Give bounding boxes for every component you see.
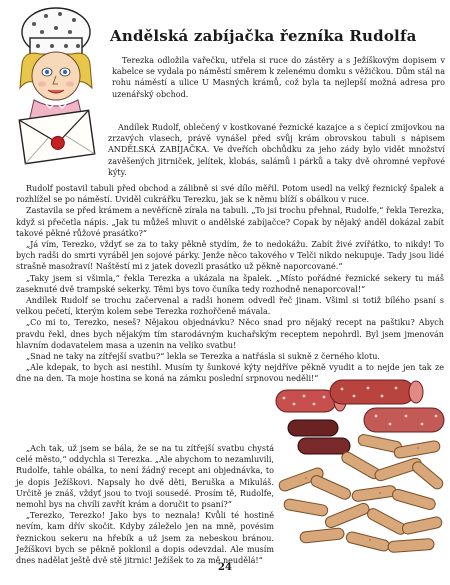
body-paragraph: „Snad ne taky na zítřejší svatbu?“ lekla se Terezka a natřásla si sukně z černého klotu. bbox=[26, 352, 380, 362]
body-paragraph: Zastavila se před krámem a nevěřícně zírala na tabuli. „To jsi trochu přehnal, Rudolfe,“ řekla Terezka, když si přečetla nápis. „Jak tu můžeš mluvit o andělské zabíjačce? Copak by nějaký anděl dokázal zabít takové pěkné růžové prasátko?“ bbox=[16, 206, 444, 238]
body-paragraph: „Ale kdepak, to bych asi nestihl. Musím ty šunkové kýty nejdříve pěkně vyudit a to nejde jen tak ze dne na den. Ta moje hostina se koná na zámku poslední srpnovou neděli!“ bbox=[16, 363, 444, 384]
body-paragraph: Andílek Rudolf se trochu začervenal a radši honem odvedl řeč jinam. Všiml si totiž bílého psaní s velkou pečetí, kterým kolem sebe Terezka rozhořčeně mávala. bbox=[16, 296, 444, 317]
lower-paragraph: „Ach tak, už jsem se bála, že se na tu zítřejší svatbu chystá celé město,“ oddychla si Terezka. „Ale abychom to nezamluvili, Rudolfe, tahle obálka, to není žádný recept ani objednávka, to je dopis Ježíškovi. Napsaly ho dvě děti, Beruška a Mikuláš. Určitě je znáš, vždyť jsou to tvoji sousedé. Prosím tě, Rudolfe, nemohl bys na chvíli zavřít krám a doručit to psaní?“ bbox=[16, 444, 274, 510]
lower-text bbox=[16, 443, 274, 566]
sausages-illustration bbox=[270, 378, 450, 556]
body-paragraph: Rudolf postavil tabuli před obchod a zálibně si své dílo měřil. Potom usedl na velký řeznický špalek a rozhlížel se po náměstí. Uviděl cukrářku Terezku, jak se k němu blíží s obálkou v ruce. bbox=[16, 184, 444, 205]
body-text bbox=[16, 183, 444, 385]
body-paragraph: „Já vím, Terezko, vždyť se za to taky pěkně stydím, že to nedokážu. Zabít živé zvířátko, to nikdy! To bych radši do smrti vyráběl jen sojové párky. Jenže něco takového v Telči nikdo nekupuje. Tady jsou lidé strašně masožraví! Naštěstí mi z jatek dovezli prasátko už pěkně naporcované.“ bbox=[16, 240, 444, 272]
envelope-illustration bbox=[14, 105, 100, 169]
body-paragraph: „Co mi to, Terezko, neseš? Nějakou objednávku? Něco snad pro nějaký recept na paštiku? Abych pravdu řekl, dnes bych nějakým tím starodávným kuchařským receptem nepohrdl. Byl jsem jmenován hlavním dodavatelem masa a uzenin na veliko svatbu! bbox=[16, 318, 444, 350]
intro-paragraph-block-2 bbox=[108, 122, 445, 178]
intro-paragraph-block bbox=[112, 55, 445, 100]
body-paragraph: „Taky jsem si všimla,“ řekla Terezka a ukázala na špalek. „Místo pořádné řeznické sekery tu máš zaseknuté dvě trampské sekerky. Těmi bys tovo čuníka tedy rozhodně nenaporcoval!“ bbox=[16, 273, 444, 294]
page-number: 24 bbox=[218, 562, 232, 573]
intro-paragraph-2: Andílek Rudolf, oblečený v kostkované řeznické kazajce a s čepicí zmijovkou na zrzavých vlasech, právě vynášel před svůj krám obrovskou tabuli s nápisem ANDĚLSKÁ ZABÍJAČKA. Ve dveřích obchůdku za jeho zády bylo vidět množství zavěšených jitrniček, jelítek, klobás, salámů i párků a taky dvě ohromné vepřové kýty. bbox=[108, 123, 445, 177]
intro-paragraph: Terezka odložila vařečku, utřela si ruce do zástěry a s Ježíškovým dopisem v kabelce se vydala po náměstí směrem k zelenému domku s věžičkou. Dům stál na rohu náměstí a ulice U Masných krámů, což byla ta nejlepší možná adresa pro uzenářský obchod. bbox=[112, 56, 445, 99]
lower-paragraph: „Terezko, Terezko! Jako bys to neznala! Kvůli té hostině nevím, kam dřív skočit. Kdyby záleželo jen na mně, povésim řeznickou sekeru na hřebík a už jsem za nebeskou bránou. Ježíškovi bych se pěkně poklonil a dopis odevzdal. Ale musím dnes nadělat ještě dvě stě jitrnic! Ježíšek to za mě neudělá!“ bbox=[16, 511, 274, 566]
page-title: Andělská zabíjačka řezníka Rudolfa bbox=[110, 27, 417, 45]
